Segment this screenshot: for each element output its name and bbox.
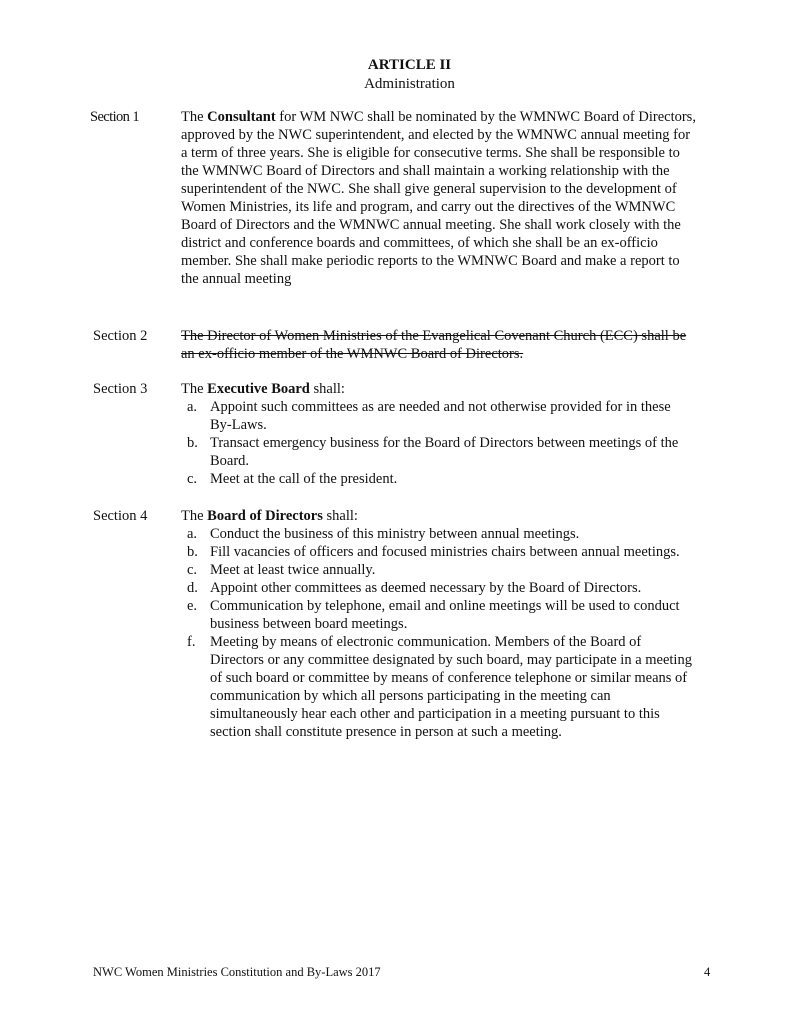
list-item xyxy=(181,561,696,579)
item-letter: c. xyxy=(187,562,198,578)
page-number: 4 xyxy=(704,965,711,979)
list-item xyxy=(181,525,696,543)
section-intro xyxy=(181,380,696,398)
list-item xyxy=(181,398,696,434)
section-label: Section 3 xyxy=(93,381,148,397)
item-text: Communication by telephone, email and online meetings will be used to conduct business between board meetings. xyxy=(210,598,680,632)
section-body xyxy=(181,108,696,288)
paragraph-lead: The xyxy=(181,109,208,125)
item-letter: a. xyxy=(187,526,198,542)
paragraph-text: shall: xyxy=(309,381,345,397)
item-text: Meet at the call of the president. xyxy=(210,471,398,487)
section-body xyxy=(181,327,696,363)
article-title: ARTICLE II xyxy=(367,57,452,73)
role-name: Executive Board xyxy=(207,381,310,397)
item-text: Conduct the business of this ministry between annual meetings. xyxy=(210,526,580,542)
list-item xyxy=(181,597,696,633)
list-item xyxy=(181,470,696,488)
item-text: Appoint such committees as are needed and not otherwise provided for in these By-Laws. xyxy=(210,399,671,433)
item-list xyxy=(181,525,696,741)
item-text: Transact emergency business for the Board of Directors between meetings of the Board. xyxy=(210,435,679,469)
list-item xyxy=(181,579,696,597)
list-item xyxy=(181,434,696,470)
item-letter: d. xyxy=(187,580,198,596)
section-intro xyxy=(181,507,696,525)
paragraph-text: shall: xyxy=(322,508,358,524)
footer-document-title: NWC Women Ministries Constitution and By-Laws 2017 xyxy=(93,965,381,979)
item-letter: f. xyxy=(187,634,196,650)
item-text: Appoint other committees as deemed necessary by the Board of Directors. xyxy=(210,580,642,596)
paragraph-lead: The xyxy=(181,508,208,524)
item-text: Meeting by means of electronic communication. Members of the Board of Directors or any committee designated by such board, may participate in a meeting of such board or committee by means of conference telephone or similar means of communication by which all persons participating in the meeting can simultaneously hear each other and participation in a meeting pursuant to this section shall constitute presence in person at such a meeting. xyxy=(210,634,692,740)
list-item xyxy=(181,633,696,741)
article-subtitle: Administration xyxy=(364,76,455,92)
item-letter: e. xyxy=(187,598,198,614)
item-text: Meet at least twice annually. xyxy=(210,562,376,578)
item-letter: b. xyxy=(187,435,198,451)
item-text: Fill vacancies of officers and focused ministries chairs between annual meetings. xyxy=(210,544,680,560)
role-name: Board of Directors xyxy=(207,508,323,524)
section-label: Section 1 xyxy=(90,109,139,125)
paragraph-lead: The xyxy=(181,381,208,397)
section-label: Section 4 xyxy=(93,508,148,524)
struck-paragraph: The Director of Women Ministries of the Evangelical Covenant Church (ECC) shall be an ex-officio member of the WMNWC Board of Directors. xyxy=(181,328,687,362)
item-letter: c. xyxy=(187,471,198,487)
item-list xyxy=(181,398,696,488)
role-name: Consultant xyxy=(207,109,276,125)
paragraph-text: for WM NWC shall be nominated by the WMNWC Board of Directors, approved by the NWC superintendent, and elected by the WMNWC annual meeting for a term of three years. She is eligible for consecutive terms. She shall be responsible to the WMNWC Board of Directors and shall maintain a working relationship with the superintendent of the NWC. She shall give general supervision to the development of Women Ministries, its life and program, and carry out the directives of the WMNWC Board of Directors and the WMNWC annual meeting. She shall work closely with the district and conference boards and committees, of which she shall be an ex-officio member. She shall make periodic reports to the WMNWC Board and make a report to the annual meeting xyxy=(181,109,696,287)
section-label: Section 2 xyxy=(93,328,148,344)
item-letter: b. xyxy=(187,544,198,560)
section-body xyxy=(181,380,696,488)
section-body xyxy=(181,507,696,741)
list-item xyxy=(181,543,696,561)
item-letter: a. xyxy=(187,399,198,415)
section-paragraph xyxy=(181,108,696,288)
